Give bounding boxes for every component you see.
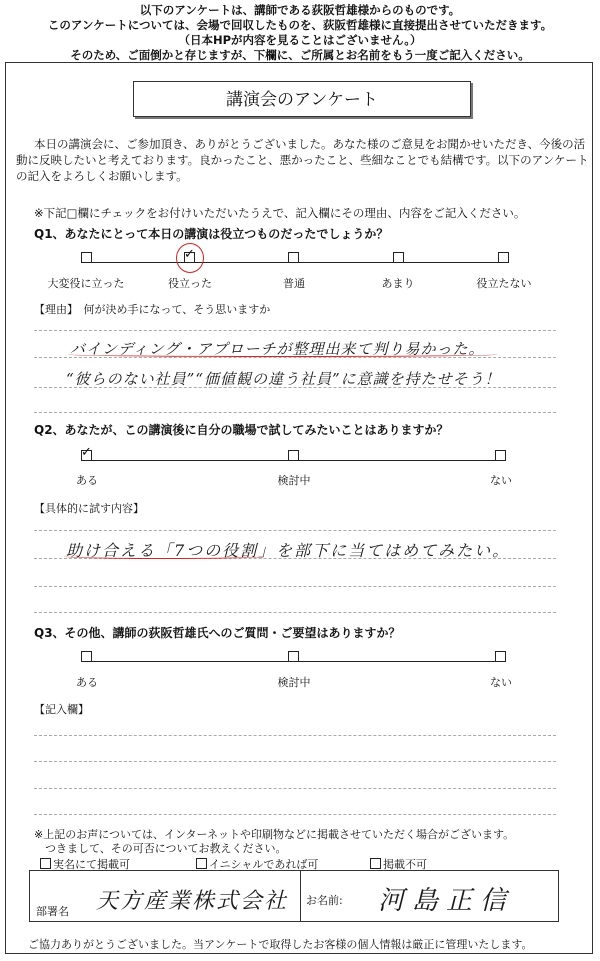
q3-ruled-line-3 — [34, 788, 556, 789]
consent-checkbox-1[interactable] — [196, 858, 207, 869]
q2-option-2: ない — [490, 474, 512, 487]
q1-reason-label: 【理由】 何が決め手になって、そう思いますか — [34, 303, 271, 316]
q1-option-0: 大変役に立った — [47, 277, 125, 290]
q2-checkbox-1[interactable] — [288, 450, 299, 461]
q1-question: Q1、あなたにとって本日の講演は役立つものだったでしょうか？ — [34, 227, 389, 241]
q3-ruled-line-4 — [34, 814, 556, 815]
intro-line-3: の記入をよろしくお願いします。 — [16, 169, 188, 183]
consent-option-label-1: イニシャルであれば可 — [209, 858, 319, 871]
q1-option-3: あまり — [381, 277, 415, 290]
header-line-2: このアンケートについては、会場で回収したものを、荻阪哲雄様に直接提出させていただきます。 — [47, 18, 553, 32]
consent-checkbox-2[interactable] — [370, 858, 381, 869]
intro-line-1: 本日の講演会に、ご参加頂き、ありがとうございました。あなた様のご意見をお聞かせいただき、今後の活 — [34, 137, 586, 151]
name-label: お名前: — [306, 894, 343, 907]
q3-ruled-line-1 — [34, 735, 556, 736]
footer-text: ご協力ありがとうございました。当アンケートで取得したお客様の個人情報は厳正に管理いたします。 — [28, 938, 533, 951]
q3-option-0: ある — [76, 676, 98, 689]
q1-checkbox-3[interactable] — [393, 252, 404, 263]
q2-checkbox-2[interactable] — [495, 450, 506, 461]
q3-entry-label: 【記入欄】 — [34, 703, 89, 716]
q3-checkbox-0[interactable] — [81, 651, 92, 662]
consent-line-1: ※上記のお声については、インターネットや印刷物などに掲載させていただく場合がございます。 — [34, 828, 515, 841]
q3-option-2: ない — [490, 676, 512, 689]
q1-ruled-line-4 — [34, 412, 556, 413]
q1-answer-line-1: バインディング・アプローチが整理出来て判り易かった。 — [70, 340, 485, 358]
intro-line-2: 動に反映したいと考えております。良かったこと、悪かったこと、些細なことでも結構です。以下のアンケート — [16, 153, 589, 167]
department-label: 部署名 — [36, 905, 69, 918]
department-value[interactable]: 天方産業株式会社 — [96, 889, 289, 914]
q1-answer-line-2: “彼らのない社員”“価値観の違う社員”に意識を持たせそう！ — [66, 370, 501, 388]
q1-ruled-line-1 — [34, 330, 556, 331]
q1-red-circle — [176, 243, 204, 273]
q3-question: Q3、その他、講師の荻阪哲雄氏へのご質問・ご要望はありますか？ — [34, 626, 401, 640]
consent-option-label-2: 掲載不可 — [383, 858, 427, 871]
header-line-3: （日本HPが内容を見ることはございません。） — [178, 33, 422, 47]
q1-option-2: 普通 — [283, 277, 305, 290]
q2-detail-label: 【具体的に試す内容】 — [34, 502, 144, 515]
q1-red-underline — [68, 352, 498, 357]
name-value[interactable]: 河島正信 — [378, 886, 515, 916]
q2-answer-line-1: 助け合える「7つの役割」を部下に当てはめてみたい。 — [66, 541, 511, 560]
q3-option-1: 検討中 — [277, 676, 311, 689]
q1-checkbox-0[interactable] — [81, 252, 92, 263]
q2-ruled-line-3 — [34, 586, 556, 587]
q2-checkbox-0[interactable] — [81, 445, 92, 461]
q2-question: Q2、あなたが、この講演後に自分の職場で試してみたいことはありますか？ — [34, 423, 449, 437]
q2-ruled-line-4 — [34, 612, 556, 613]
consent-checkbox-0[interactable] — [40, 858, 51, 869]
q2-red-underline — [64, 554, 264, 559]
q1-checkbox-2[interactable] — [288, 252, 299, 263]
header-line-1: 以下のアンケートは、講師である荻阪哲雄様からのものです。 — [139, 3, 461, 17]
consent-line-2: つきまして、その可否についてお教えください。 — [34, 842, 287, 855]
consent-option-label-0: 実名にて掲載可 — [53, 858, 130, 871]
q1-option-4: 役立たない — [476, 277, 532, 290]
q3-checkbox-1[interactable] — [288, 651, 299, 662]
q3-checkbox-2[interactable] — [495, 651, 506, 662]
instruction-text: ※下記□欄にチェックをお付けいただいたうえで、記入欄にその理由、内容をご記入ください。 — [34, 206, 526, 220]
check-mark-icon: ✓ — [184, 247, 195, 262]
form-title: 講演会のアンケート — [133, 81, 471, 117]
q2-option-0: ある — [76, 474, 98, 487]
q1-option-1: 役立った — [168, 277, 212, 290]
q2-ruled-line-1 — [34, 530, 556, 531]
q3-ruled-line-2 — [34, 761, 556, 762]
q2-option-1: 検討中 — [277, 474, 311, 487]
name-box-divider — [300, 870, 301, 922]
header-line-4: そのため、ご面倒かと存じますが、下欄に、ご所属とお名前をもう一度ご記入ください。 — [70, 48, 530, 62]
check-mark-icon: ✓ — [81, 445, 92, 460]
q1-checkbox-4[interactable] — [498, 252, 509, 263]
